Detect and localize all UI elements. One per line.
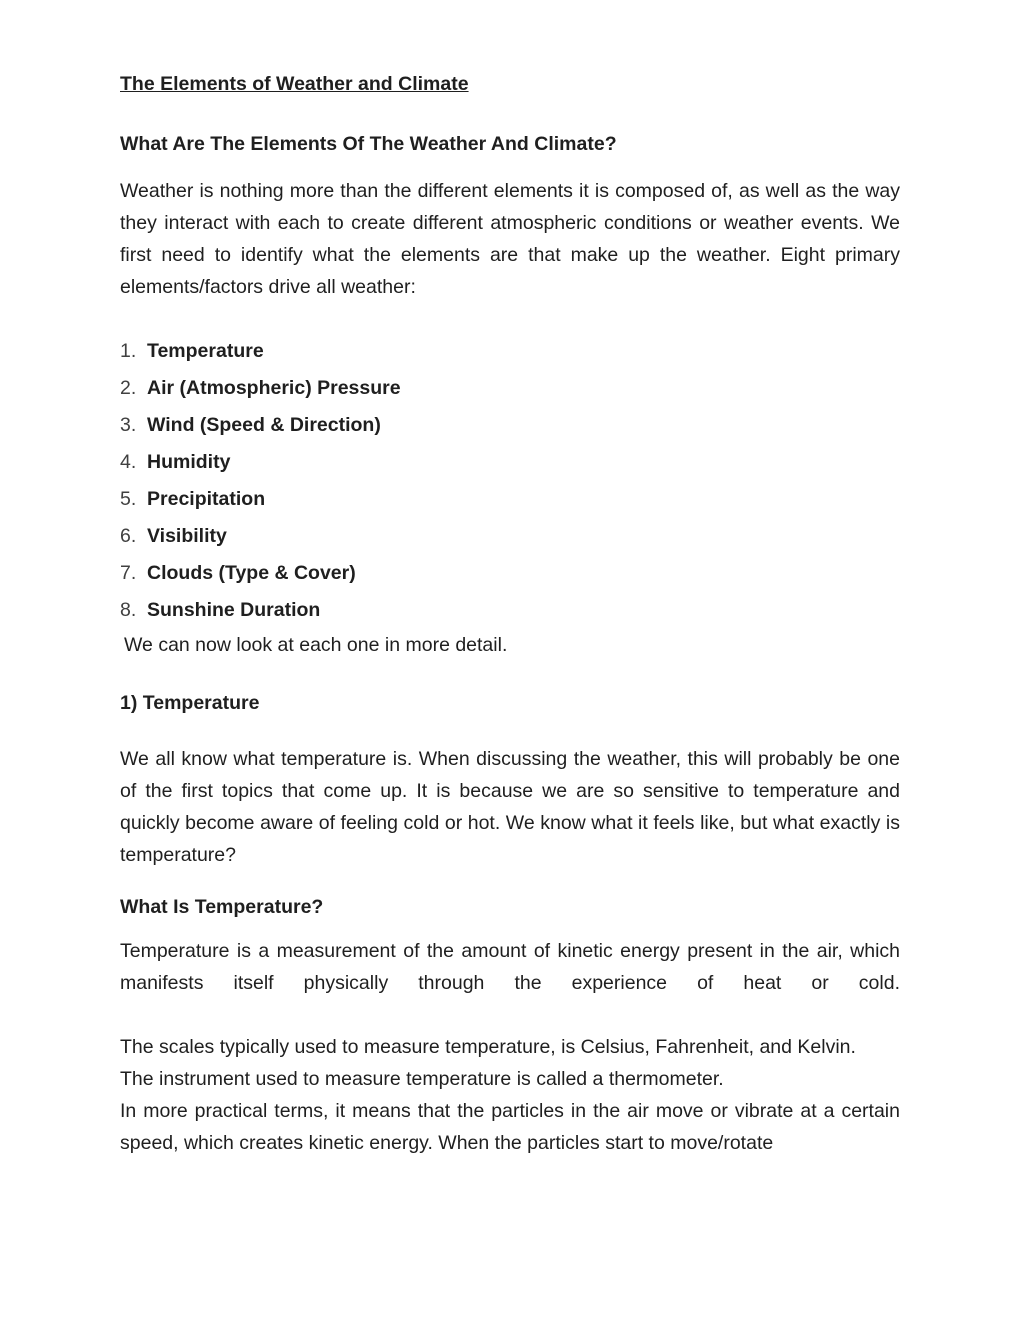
list-item: [120, 555, 900, 592]
list-item: [120, 407, 900, 444]
list-item-number: 3.: [120, 414, 137, 436]
list-item-number: 8.: [120, 599, 137, 621]
list-item: [120, 481, 900, 518]
list-item: [120, 333, 900, 370]
list-item-label: Precipitation: [147, 488, 266, 510]
temperature-intro-paragraph: We all know what temperature is. When discussing the weather, this will probably be one of the first topics that come up. It is because we are so sensitive to temperature and quickly become aware of feeling cold or hot. We know what it feels like, but what exactly is temperature?: [120, 748, 900, 866]
what-is-temperature-paragraph: Temperature is a measurement of the amount of kinetic energy present in the air, which manifests itself physically through the experience of heat or cold.: [120, 940, 900, 994]
heading-temperature: 1) Temperature: [120, 692, 260, 714]
scales-line-2: The instrument used to measure temperature is called a thermometer.: [120, 1068, 724, 1090]
list-item-number: 1.: [120, 340, 137, 362]
elements-list: [120, 333, 900, 629]
doc-title: The Elements of Weather and Climate: [120, 73, 469, 95]
list-item-number: 2.: [120, 377, 137, 399]
list-item-label: Humidity: [147, 451, 231, 473]
list-followup-text: We can now look at each one in more detail.: [124, 634, 508, 656]
list-item: [120, 444, 900, 481]
practical-terms-paragraph: In more practical terms, it means that the particles in the air move or vibrate at a certain speed, which creates kinetic energy. When the particles start to move/rotate: [120, 1100, 900, 1154]
list-item-label: Wind (Speed & Direction): [147, 414, 381, 436]
list-item-label: Visibility: [147, 525, 227, 547]
list-item-label: Temperature: [147, 340, 264, 362]
scales-line-1: The scales typically used to measure temperature, is Celsius, Fahrenheit, and Kelvin.: [120, 1036, 856, 1058]
heading-elements: What Are The Elements Of The Weather And Climate?: [120, 133, 617, 155]
heading-what-is-temperature: What Is Temperature?: [120, 896, 324, 918]
list-item-label: Air (Atmospheric) Pressure: [147, 377, 401, 399]
list-item-number: 5.: [120, 488, 137, 510]
list-item-number: 6.: [120, 525, 137, 547]
list-item: [120, 592, 900, 629]
list-item-number: 7.: [120, 562, 137, 584]
list-item: [120, 518, 900, 555]
list-item: [120, 370, 900, 407]
list-item-label: Clouds (Type & Cover): [147, 562, 356, 584]
list-item-label: Sunshine Duration: [147, 599, 321, 621]
intro-paragraph: Weather is nothing more than the different elements it is composed of, as well as the way they interact with each to create different atmospheric conditions or weather events. We first need to identify what the elements are that make up the weather. Eight primary elements/factors drive all weather:: [120, 180, 900, 298]
list-item-number: 4.: [120, 451, 137, 473]
